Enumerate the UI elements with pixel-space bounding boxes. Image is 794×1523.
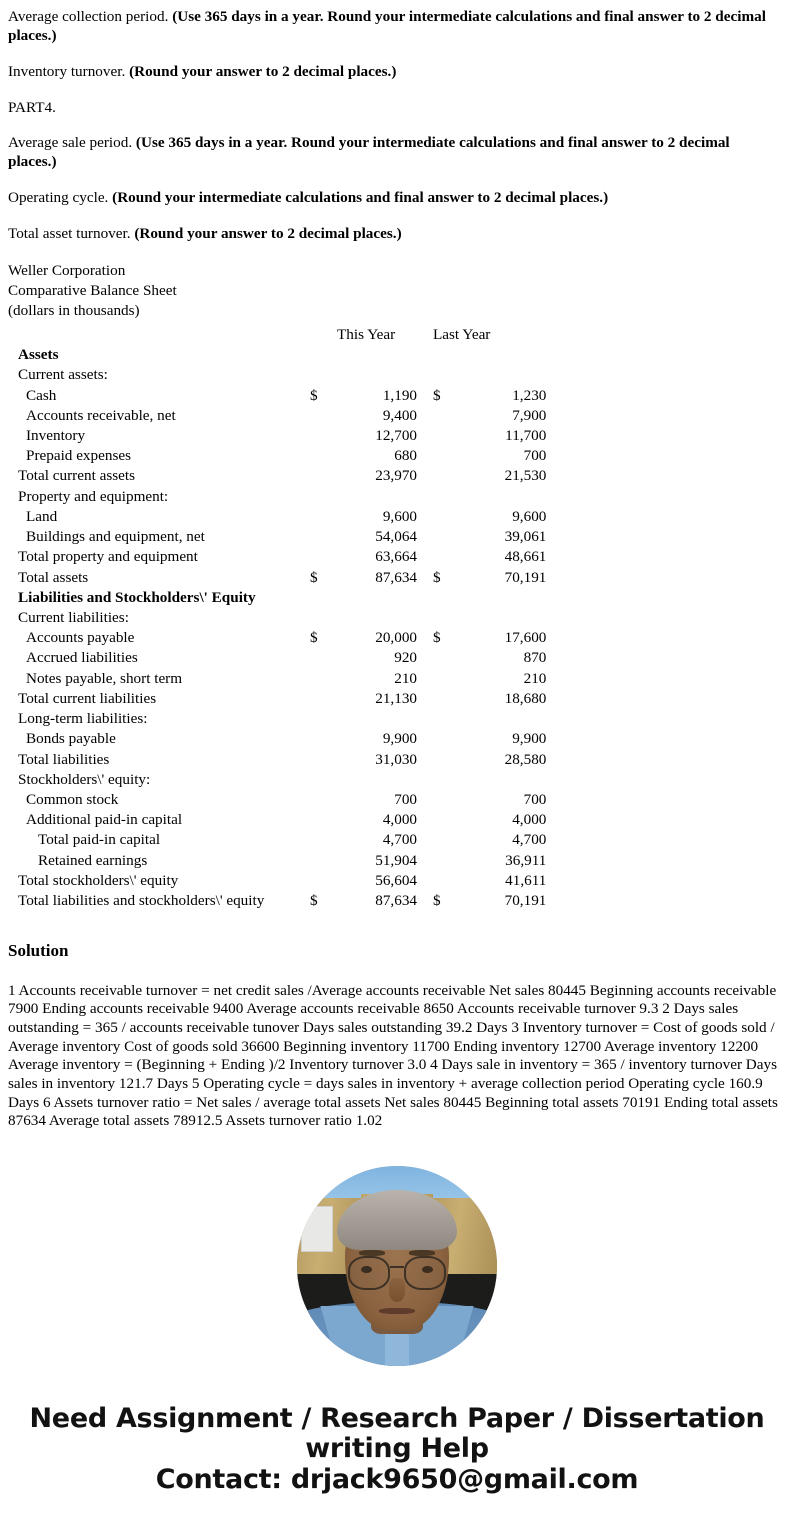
value-this-year: 9,600	[382, 507, 417, 525]
currency-symbol-last-year	[419, 547, 490, 567]
currency-symbol-last-year	[419, 851, 490, 871]
value-last-year: 70,191	[504, 892, 547, 910]
currency-symbol-this-year: $	[310, 386, 318, 404]
value-this-year: 9,900	[382, 730, 417, 748]
table-row	[8, 426, 546, 446]
row-label: Additional paid-in capital	[26, 811, 183, 829]
currency-symbol-this-year	[310, 527, 330, 547]
currency-symbol-last-year	[419, 689, 490, 709]
question-lead: Average collection period.	[8, 8, 173, 25]
value-last-year: 70,191	[504, 568, 547, 586]
currency-symbol-last-year	[419, 406, 490, 426]
currency-symbol-this-year	[310, 608, 330, 628]
currency-symbol-this-year	[310, 487, 330, 507]
solution-heading: Solution	[8, 941, 69, 961]
currency-symbol-this-year	[310, 669, 330, 689]
promo-line-1: Need Assignment / Research Paper / Dissertation	[29, 1403, 765, 1435]
value-this-year	[330, 365, 419, 385]
value-last-year	[490, 365, 546, 385]
currency-symbol-last-year	[419, 608, 490, 628]
column-header-last-year-spacer	[490, 325, 546, 345]
currency-symbol-last-year	[419, 830, 490, 850]
avatar	[297, 1166, 497, 1366]
row-label: Total stockholders\' equity	[18, 871, 179, 889]
table-row	[8, 891, 546, 911]
value-this-year: 700	[394, 790, 417, 808]
currency-symbol-last-year: $	[433, 568, 441, 586]
table-row	[8, 790, 546, 810]
question-lead: Total asset turnover.	[8, 224, 135, 242]
value-last-year: 9,600	[512, 507, 547, 525]
value-this-year: 20,000	[375, 629, 417, 647]
currency-symbol-this-year	[310, 750, 330, 770]
row-label: Liabilities and Stockholders\' Equity	[18, 588, 256, 606]
row-label: Land	[26, 507, 58, 525]
currency-symbol-last-year	[419, 790, 490, 810]
value-this-year: 63,664	[375, 548, 417, 566]
row-label: Total property and equipment	[18, 548, 198, 566]
value-this-year: 9,400	[382, 406, 417, 424]
row-label: Total liabilities and stockholders\' equity	[18, 892, 265, 910]
table-row	[8, 466, 546, 486]
question-prompts	[0, 0, 794, 244]
currency-symbol-this-year	[310, 770, 330, 790]
question-lead: Inventory turnover.	[8, 62, 130, 80]
currency-symbol-this-year	[310, 466, 330, 486]
currency-symbol-this-year	[310, 790, 330, 810]
row-label: Retained earnings	[38, 851, 148, 869]
table-row	[8, 830, 546, 850]
currency-symbol-this-year	[310, 810, 330, 830]
table-row	[8, 608, 546, 628]
value-last-year: 41,611	[505, 871, 547, 889]
value-this-year: 56,604	[375, 871, 417, 889]
value-last-year: 11,700	[505, 427, 547, 445]
currency-symbol-this-year	[310, 588, 330, 608]
table-row	[8, 709, 546, 729]
row-label: Inventory	[26, 427, 86, 445]
table-row	[8, 810, 546, 830]
question-lead: PART4.	[8, 98, 56, 116]
value-this-year: 4,000	[382, 811, 417, 829]
value-last-year: 17,600	[504, 629, 547, 647]
row-label: Stockholders\' equity:	[18, 770, 151, 788]
currency-symbol-this-year	[310, 507, 330, 527]
value-this-year: 51,904	[375, 851, 417, 869]
value-last-year: 700	[523, 790, 547, 808]
row-label: Total current liabilities	[18, 689, 157, 707]
avatar-mouth	[379, 1308, 415, 1314]
table-row	[8, 487, 546, 507]
value-this-year: 210	[394, 669, 417, 687]
row-label: Long-term liabilities:	[18, 710, 148, 728]
value-this-year: 23,970	[375, 467, 417, 485]
question-lead: Average sale period.	[8, 134, 136, 152]
value-last-year: 21,530	[504, 467, 547, 485]
currency-symbol-last-year	[419, 810, 490, 830]
table-row	[8, 365, 546, 385]
row-label: Accounts receivable, net	[26, 406, 176, 424]
promo-line-2: writing Help	[305, 1433, 489, 1465]
currency-symbol-last-year	[419, 709, 490, 729]
value-last-year	[490, 770, 546, 790]
value-this-year: 87,634	[375, 568, 417, 586]
value-this-year: 680	[394, 447, 417, 465]
value-this-year	[330, 608, 419, 628]
question-item	[8, 63, 772, 82]
row-label: Current assets:	[18, 366, 108, 384]
table-row	[8, 648, 546, 668]
currency-symbol-this-year	[310, 689, 330, 709]
question-item	[8, 225, 772, 244]
currency-symbol-last-year	[419, 770, 490, 790]
promo-contact-email[interactable]: Contact: drjack9650@gmail.com	[155, 1463, 639, 1495]
table-row	[8, 547, 546, 567]
comparative-balance-sheet	[0, 261, 794, 912]
balance-sheet-body	[8, 345, 546, 911]
avatar-container	[0, 1166, 794, 1366]
currency-symbol-last-year	[419, 871, 490, 891]
currency-symbol-this-year	[310, 345, 330, 365]
column-header-currency-blank	[310, 325, 330, 345]
balance-sheet-statement: Comparative Balance Sheet	[8, 281, 177, 299]
question-instruction: (Round your answer to 2 decimal places.)	[129, 62, 397, 80]
value-last-year: 7,900	[512, 406, 547, 424]
question-item	[8, 8, 772, 46]
value-last-year	[490, 345, 546, 365]
balance-sheet-units: (dollars in thousands)	[8, 301, 140, 319]
currency-symbol-last-year	[419, 648, 490, 668]
table-row	[8, 669, 546, 689]
currency-symbol-last-year	[419, 507, 490, 527]
row-label: Accounts payable	[26, 629, 135, 647]
row-label: Notes payable, short term	[26, 669, 183, 687]
row-label: Assets	[18, 346, 59, 364]
table-header-row	[8, 325, 546, 345]
table-row	[8, 446, 546, 466]
table-row	[8, 406, 546, 426]
row-label: Current liabilities:	[18, 609, 129, 626]
currency-symbol-this-year	[310, 426, 330, 446]
value-last-year: 48,661	[504, 548, 547, 566]
value-last-year: 36,911	[505, 851, 547, 869]
balance-sheet-company: Weller Corporation	[8, 261, 126, 279]
solution-section	[0, 941, 794, 1131]
value-last-year: 1,230	[512, 386, 547, 404]
row-label: Buildings and equipment, net	[26, 528, 205, 546]
value-last-year: 9,900	[512, 730, 547, 748]
value-this-year: 21,130	[375, 689, 417, 707]
question-instruction: (Round your intermediate calculations and final answer to 2 decimal places.)	[112, 189, 609, 207]
row-label: Accrued liabilities	[26, 649, 138, 667]
question-instruction: (Use 365 days in a year. Round your intermediate calculations and final answer to 2 decimal places.)	[8, 8, 766, 44]
currency-symbol-last-year	[419, 729, 490, 749]
currency-symbol-this-year	[310, 446, 330, 466]
currency-symbol-this-year: $	[310, 629, 318, 647]
value-last-year	[490, 608, 546, 628]
question-lead: Operating cycle.	[8, 189, 113, 207]
currency-symbol-this-year	[310, 547, 330, 567]
currency-symbol-this-year	[310, 729, 330, 749]
currency-symbol-last-year: $	[433, 386, 441, 404]
currency-symbol-last-year	[419, 365, 490, 385]
currency-symbol-this-year: $	[310, 568, 318, 586]
row-label: Prepaid expenses	[26, 447, 132, 465]
row-label: Total liabilities	[18, 750, 110, 768]
eyeglasses-icon-right-lens	[404, 1256, 446, 1290]
row-label: Total current assets	[18, 467, 136, 485]
value-this-year: 87,634	[375, 892, 417, 910]
value-this-year	[330, 588, 419, 608]
row-label: Cash	[26, 386, 57, 404]
currency-symbol-this-year	[310, 709, 330, 729]
column-header-this-year: This Year	[337, 325, 396, 343]
value-this-year: 54,064	[375, 528, 417, 546]
currency-symbol-last-year	[419, 669, 490, 689]
table-row	[8, 689, 546, 709]
table-row	[8, 386, 546, 406]
table-row	[8, 628, 546, 648]
value-last-year	[490, 588, 546, 608]
value-last-year: 28,580	[504, 750, 547, 768]
value-last-year	[490, 709, 546, 729]
row-label: Total paid-in capital	[38, 831, 161, 849]
value-last-year	[490, 487, 546, 507]
column-header-last-year: Last Year	[433, 325, 491, 343]
question-instruction: (Use 365 days in a year. Round your intermediate calculations and final answer to 2 decimal places.)	[8, 134, 730, 171]
balance-sheet-header	[8, 325, 546, 345]
value-this-year: 12,700	[375, 427, 417, 445]
currency-symbol-last-year	[419, 466, 490, 486]
currency-symbol-last-year	[419, 750, 490, 770]
currency-symbol-last-year	[419, 426, 490, 446]
avatar-nose	[389, 1278, 405, 1302]
balance-sheet-table	[8, 325, 546, 911]
table-row	[8, 871, 546, 891]
solution-text: 1 Accounts receivable turnover = net credit sales /Average accounts receivable Net sales 80445 Beginning accounts receivable 7900 Ending accounts receivable 9400 Average accounts receivable 8650 Accounts receivable turnover 9.3 2 Days sales outstanding = 365 / accounts receivable tunover Days sales outstanding 39.2 Days 3 Inventory turnover = Cost of goods sold / Average inventory Cost of goods sold 36600 Beginning inventory 11700 Ending inventory 12700 Average inventory 12200 Average inventory = (Beginning + Ending )/2 Inventory turnover 3.0 4 Days sale in inventory = 365 / inventory turnover Days sales in inventory 121.7 Days 5 Operating cycle = days sales in inventory + average collection period Operating cycle 160.9 Days 6 Assets turnover ratio = Net sales / average total assets Net sales 80445 Beginning total assets 70191 Ending total assets 87634 Average total assets 78912.5 Assets turnover ratio 1.02	[8, 981, 778, 1130]
currency-symbol-this-year	[310, 851, 330, 871]
row-label: Bonds payable	[26, 730, 116, 748]
table-row	[8, 588, 546, 608]
row-label: Common stock	[26, 790, 119, 808]
question-item	[8, 134, 772, 172]
table-row	[8, 345, 546, 365]
value-this-year: 1,190	[382, 386, 417, 404]
table-row	[8, 750, 546, 770]
eyeglasses-icon-left-lens	[348, 1256, 390, 1290]
currency-symbol-last-year: $	[433, 629, 441, 647]
question-part-label	[8, 99, 772, 118]
currency-symbol-last-year	[419, 527, 490, 547]
currency-symbol-last-year	[419, 487, 490, 507]
table-row	[8, 507, 546, 527]
currency-symbol-this-year	[310, 871, 330, 891]
question-instruction: (Round your answer to 2 decimal places.)	[134, 224, 402, 242]
currency-symbol-this-year	[310, 830, 330, 850]
currency-symbol-last-year	[419, 588, 490, 608]
value-this-year: 920	[394, 649, 417, 667]
row-label: Property and equipment:	[18, 487, 169, 505]
value-last-year: 39,061	[504, 528, 547, 546]
currency-symbol-this-year	[310, 406, 330, 426]
table-row	[8, 527, 546, 547]
row-label: Total assets	[18, 568, 89, 586]
currency-symbol-last-year: $	[433, 892, 441, 910]
currency-symbol-last-year	[419, 446, 490, 466]
table-row	[8, 851, 546, 871]
table-row	[8, 729, 546, 749]
avatar-background-panel	[301, 1206, 333, 1252]
value-last-year: 18,680	[504, 689, 547, 707]
value-this-year	[330, 345, 419, 365]
currency-symbol-this-year	[310, 648, 330, 668]
value-this-year: 4,700	[382, 831, 417, 849]
value-last-year: 870	[523, 649, 547, 667]
value-this-year: 31,030	[375, 750, 417, 768]
currency-symbol-this-year	[310, 365, 330, 385]
currency-symbol-this-year: $	[310, 892, 318, 910]
value-this-year	[330, 487, 419, 507]
value-last-year: 700	[523, 447, 547, 465]
eyeglasses-icon-bridge	[390, 1266, 404, 1268]
column-header-blank	[8, 325, 310, 345]
value-last-year: 4,700	[512, 831, 547, 849]
table-row	[8, 568, 546, 588]
value-this-year	[330, 770, 419, 790]
value-last-year: 4,000	[512, 811, 547, 829]
table-row	[8, 770, 546, 790]
question-item	[8, 189, 772, 208]
currency-symbol-last-year	[419, 345, 490, 365]
value-this-year	[330, 709, 419, 729]
value-last-year: 210	[523, 669, 547, 687]
promotional-footer	[0, 1404, 794, 1519]
